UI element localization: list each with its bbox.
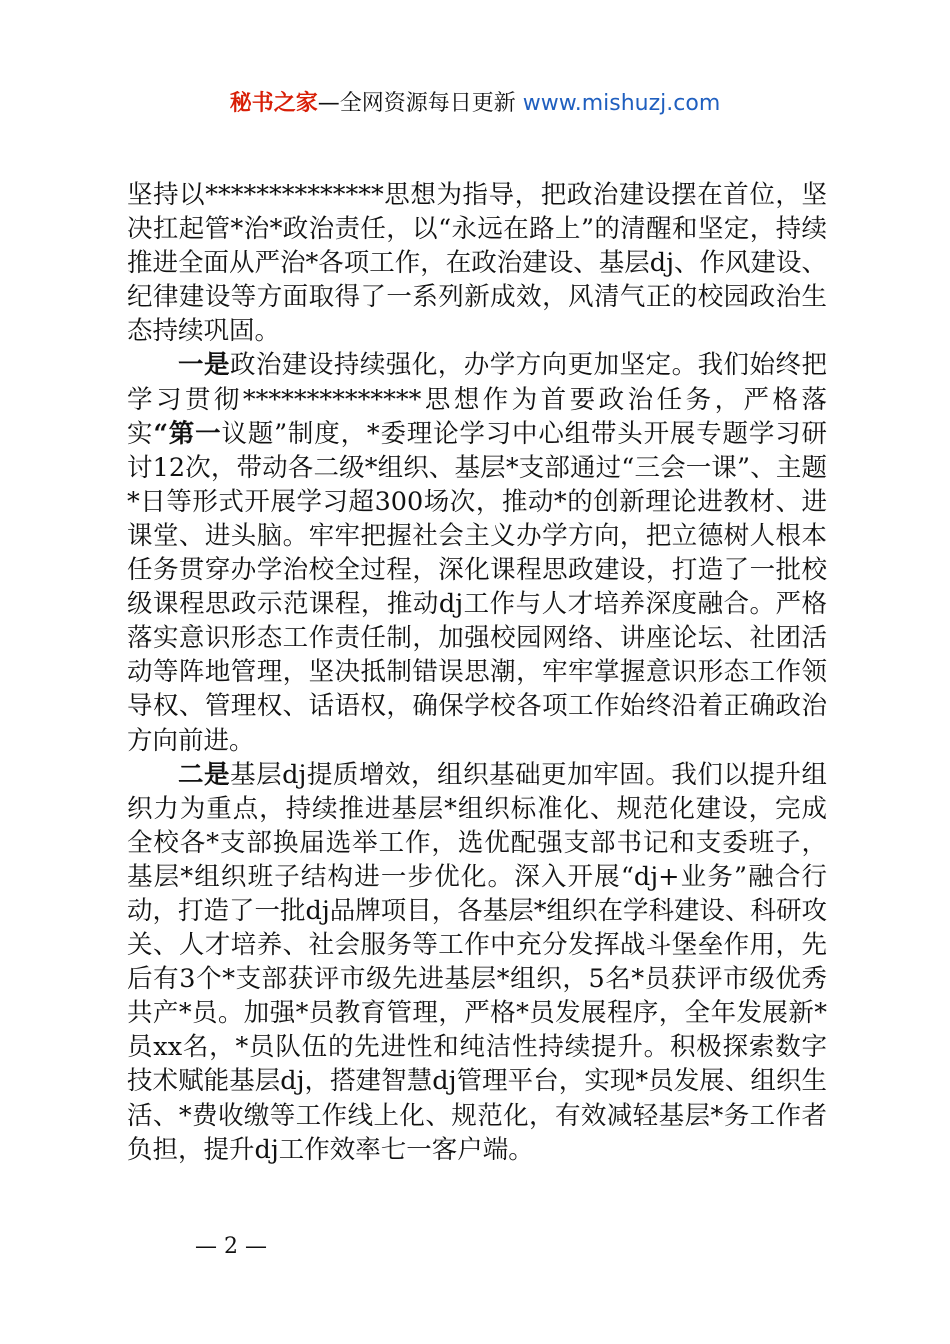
paragraph-political-construction — [127, 348, 827, 757]
paragraph-text: 政治建设持续强化，办学方向更加坚定。我们始终把学习贯彻**************思想作为首要政治任务，严格落实 — [127, 350, 827, 449]
header-slogan: —全网资源每日更新 — [317, 91, 523, 116]
site-header — [0, 86, 950, 122]
page-number: — 2 — — [195, 1234, 267, 1259]
document-body — [127, 178, 827, 1167]
intro-paragraph: 坚持以**************思想为指导，把政治建设摆在首位，坚决扛起管*治*政治责任，以“永远在路上”的清醒和坚定，持续推进全面从严治*各项工作，在政治建设、基层dj、作风建设、纪律建设等方面取得了一系列新成效，风清气正的校园政治生态持续巩固。 — [127, 180, 827, 347]
paragraph-lead: 一是 — [178, 350, 230, 381]
emphasized-text: “第一 — [153, 418, 222, 449]
paragraph-text: 基层dj提质增效，组织基础更加牢固。我们以提升组织力为重点，持续推进基层*组织标准化、规范化建设，完成全校各*支部换届选举工作，选优配强支部书记和支委班子，基层*组织班子结构进一步优化。深入开展“dj+业务”融合行动，打造了一批dj品牌项目，各基层*组织在学科建设、科研攻关、人才培养、社会服务等工作中充分发挥战斗堡垒作用，先后有3个*支部获评市级先进基层*组织，5名*员获评市级优秀共产*员。加强*员教育管理，严格*员发展程序，全年发展新*员xx名，*员队伍的先进性和纯洁性持续提升。积极探索数字技术赋能基层dj，搭建智慧dj管理平台，实现*员发展、组织生活、*费收缴等工作线上化、规范化，有效减轻基层*务工作者负担，提升dj工作效率七一客户端。 — [127, 759, 827, 1165]
brand-name: 秘书之家 — [229, 91, 318, 116]
site-url: www.mishuzj.com — [522, 91, 721, 116]
paragraph-grassroots — [127, 758, 827, 1167]
paragraph-lead: 二是 — [178, 759, 231, 790]
paragraph-text: 议题”制度，*委理论学习中心组带头开展专题学习研讨12次，带动各二级*组织、基层*支部通过“三会一课”、主题*日等形式开展学习超300场次，推动*的创新理论进教材、进课堂、进头脑。牢牢把握社会主义办学方向，把立德树人根本任务贯穿办学治校全过程，深化课程思政建设，打造了一批校级课程思政示范课程，推动dj工作与人才培养深度融合。严格落实意识形态工作责任制，加强校园网络、讲座论坛、社团活动等阵地管理，坚决抵制错误思潮，牢牢掌握意识形态工作领导权、管理权、话语权，确保学校各项工作始终沿着正确政治方向前进。 — [127, 418, 827, 756]
